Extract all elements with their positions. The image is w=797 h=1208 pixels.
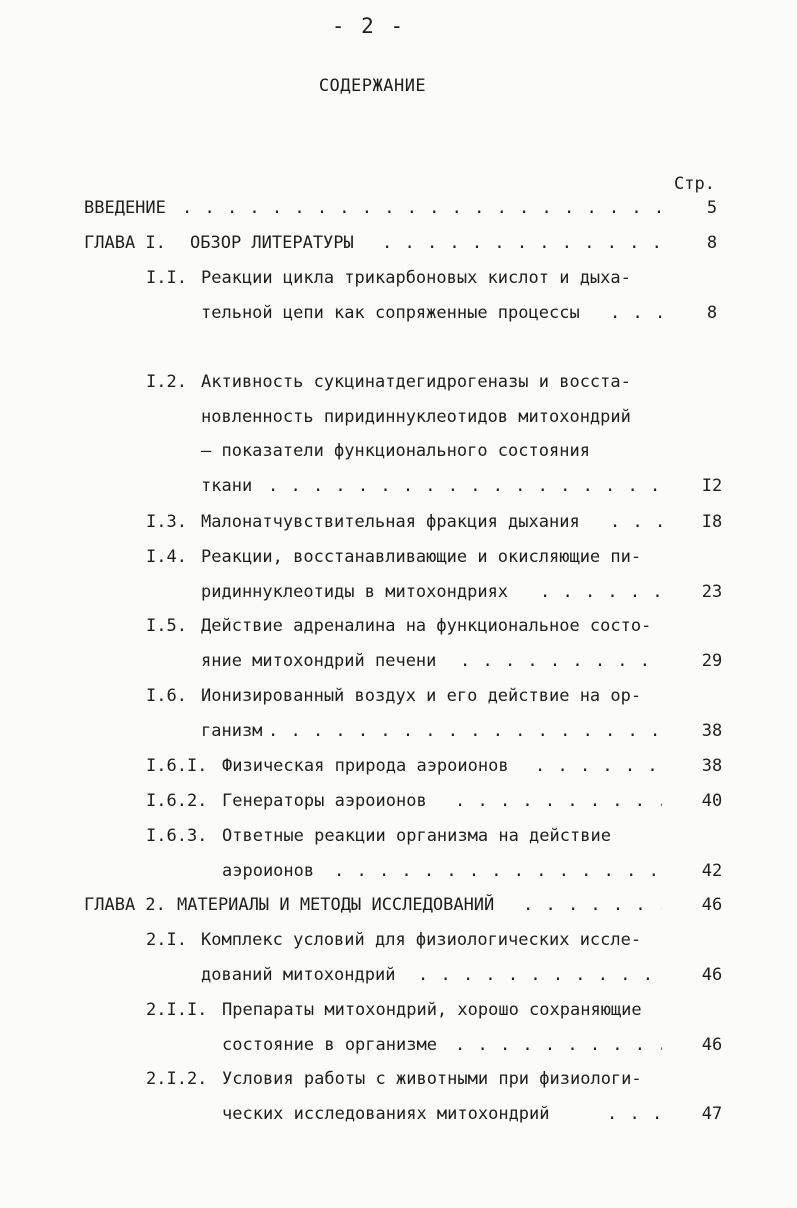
toc-page-number: 29 — [701, 650, 723, 671]
toc-line — [0, 751, 797, 781]
toc-page-number: 42 — [701, 860, 723, 881]
dot-leader — [268, 471, 662, 501]
toc-entry-text: тельной цепи как сопряженные процессы — [201, 302, 580, 323]
toc-page-number: 8 — [706, 302, 718, 323]
toc-page-number: 38 — [701, 756, 723, 776]
toc-entry-number: 2.I.2. — [146, 1069, 208, 1089]
dot-leader — [455, 1030, 662, 1060]
toc-entry-text: новленность пиридиннуклеотидов митохондрий — [201, 406, 631, 427]
toc-line — [0, 925, 797, 955]
toc-line — [0, 1064, 797, 1094]
dot-leader — [268, 716, 662, 746]
toc-line — [0, 367, 797, 397]
toc-entry-text: дований митохондрий — [201, 964, 396, 985]
toc-entry-number: 2.I. — [146, 930, 187, 950]
toc-page-number: 46 — [701, 895, 723, 915]
toc-entry-text: ОБЗОР ЛИТЕРАТУРЫ — [190, 233, 354, 253]
dot-leader — [460, 646, 662, 676]
dot-leader — [455, 786, 662, 816]
toc-entry-number: I.3. — [146, 512, 187, 532]
toc-page-number: 38 — [701, 720, 723, 741]
toc-line — [0, 995, 797, 1025]
toc-page-number: 46 — [701, 964, 723, 985]
dot-leader — [610, 298, 662, 328]
toc-entry-number: 2.I.I. — [146, 1000, 208, 1020]
dot-leader — [382, 228, 662, 258]
toc-entry-text: ридиннуклеотиды в митохондриях — [201, 581, 509, 602]
toc-entry-text: МАТЕРИАЛЫ И МЕТОДЫ ИССЛЕДОВАНИЙ — [177, 895, 495, 915]
toc-entry-text: Ионизированный воздух и его действие на ор- — [201, 686, 642, 706]
toc-entry-number: ГЛАВА I. — [84, 233, 166, 253]
toc-line — [0, 1099, 797, 1129]
toc-line — [0, 960, 797, 990]
toc-entry-text: Реакции цикла трикарбоновых кислот и дыха- — [201, 268, 631, 288]
toc-page-number: 23 — [701, 581, 723, 602]
toc-entry-number: I.4. — [146, 547, 187, 567]
toc-entry-text: ВВЕДЕНИЕ — [84, 198, 166, 218]
toc-line — [0, 542, 797, 572]
toc-line — [0, 402, 797, 432]
toc-line — [0, 263, 797, 293]
toc-entry-text: Ответные реакции организма на действие — [222, 826, 611, 846]
toc-entry-number: I.6.I. — [146, 756, 208, 776]
toc-entry-text: Реакции, восстанавливающие и окисляющие пи- — [201, 547, 642, 567]
toc-line — [0, 716, 797, 746]
toc-entry-number: I.2. — [146, 372, 187, 392]
dot-leader — [535, 751, 662, 781]
toc-entry-number: I.6.3. — [146, 826, 208, 846]
toc-page-number: I8 — [701, 512, 723, 532]
toc-line — [0, 890, 797, 920]
toc-entry-text: ческих исследованиях митохондрий — [222, 1103, 550, 1124]
toc-line — [0, 507, 797, 537]
toc-line — [0, 577, 797, 607]
toc-entry-text: Малонатчувствительная фракция дыхания — [201, 512, 580, 532]
toc-entry-text: ганизм — [201, 720, 263, 741]
toc-entry-number: I.6. — [146, 686, 187, 706]
toc-entry-text: Активность сукцинатдегидрогеназы и восста- — [201, 372, 631, 392]
toc-line — [0, 611, 797, 641]
toc-entry-number: ГЛАВА 2. — [84, 895, 166, 915]
toc-page-number: 40 — [701, 791, 723, 811]
toc-page-number: 5 — [706, 198, 718, 218]
dot-leader — [523, 890, 662, 920]
toc-entry-text: – показатели функционального состояния — [201, 441, 590, 462]
toc-line — [0, 646, 797, 676]
toc-line — [0, 681, 797, 711]
toc-entry-text: яние митохондрий печени — [201, 650, 437, 671]
toc-entry-text: Генераторы аэроионов — [222, 791, 427, 811]
toc-line — [0, 298, 797, 328]
toc-page-number: 47 — [701, 1103, 723, 1124]
toc-entry-text: состояние в организме — [222, 1034, 437, 1055]
toc-entry-text: Действие адреналина на функциональное состо- — [201, 616, 652, 636]
dot-leader — [607, 1099, 662, 1129]
toc-entry-number: I.5. — [146, 616, 187, 636]
toc-line — [0, 786, 797, 816]
toc-entry-number: I.6.2. — [146, 791, 208, 811]
toc-page-number: I2 — [701, 476, 723, 497]
dot-leader — [182, 193, 662, 223]
toc-line — [0, 1030, 797, 1060]
toc-line — [0, 193, 797, 223]
toc-entry-text: аэроионов — [222, 860, 315, 881]
toc-entry-number: I.I. — [146, 268, 187, 288]
dot-leader — [610, 507, 662, 537]
toc-entry-text: Физическая природа аэроионов — [222, 756, 509, 776]
toc-line — [0, 856, 797, 886]
toc-entry-text: Препараты митохондрий, хорошо сохраняющие — [222, 1000, 642, 1020]
toc-line — [0, 436, 797, 466]
toc-line — [0, 821, 797, 851]
dot-leader — [540, 577, 662, 607]
toc-entry-text: ткани — [201, 476, 253, 497]
toc-page-number: 8 — [706, 233, 718, 253]
page-column-header: Стр. — [674, 174, 715, 194]
toc-line — [0, 471, 797, 501]
page-number: - 2 - — [331, 14, 406, 38]
toc-page-number: 46 — [701, 1034, 723, 1055]
dot-leader — [334, 856, 662, 886]
page-title: СОДЕРЖАНИЕ — [318, 76, 427, 96]
toc-entry-text: Условия работы с животными при физиологи- — [222, 1069, 642, 1089]
toc-entry-text: Комплекс условий для физиологических иссле- — [201, 930, 642, 950]
dot-leader — [418, 960, 662, 990]
toc-line — [0, 228, 797, 258]
